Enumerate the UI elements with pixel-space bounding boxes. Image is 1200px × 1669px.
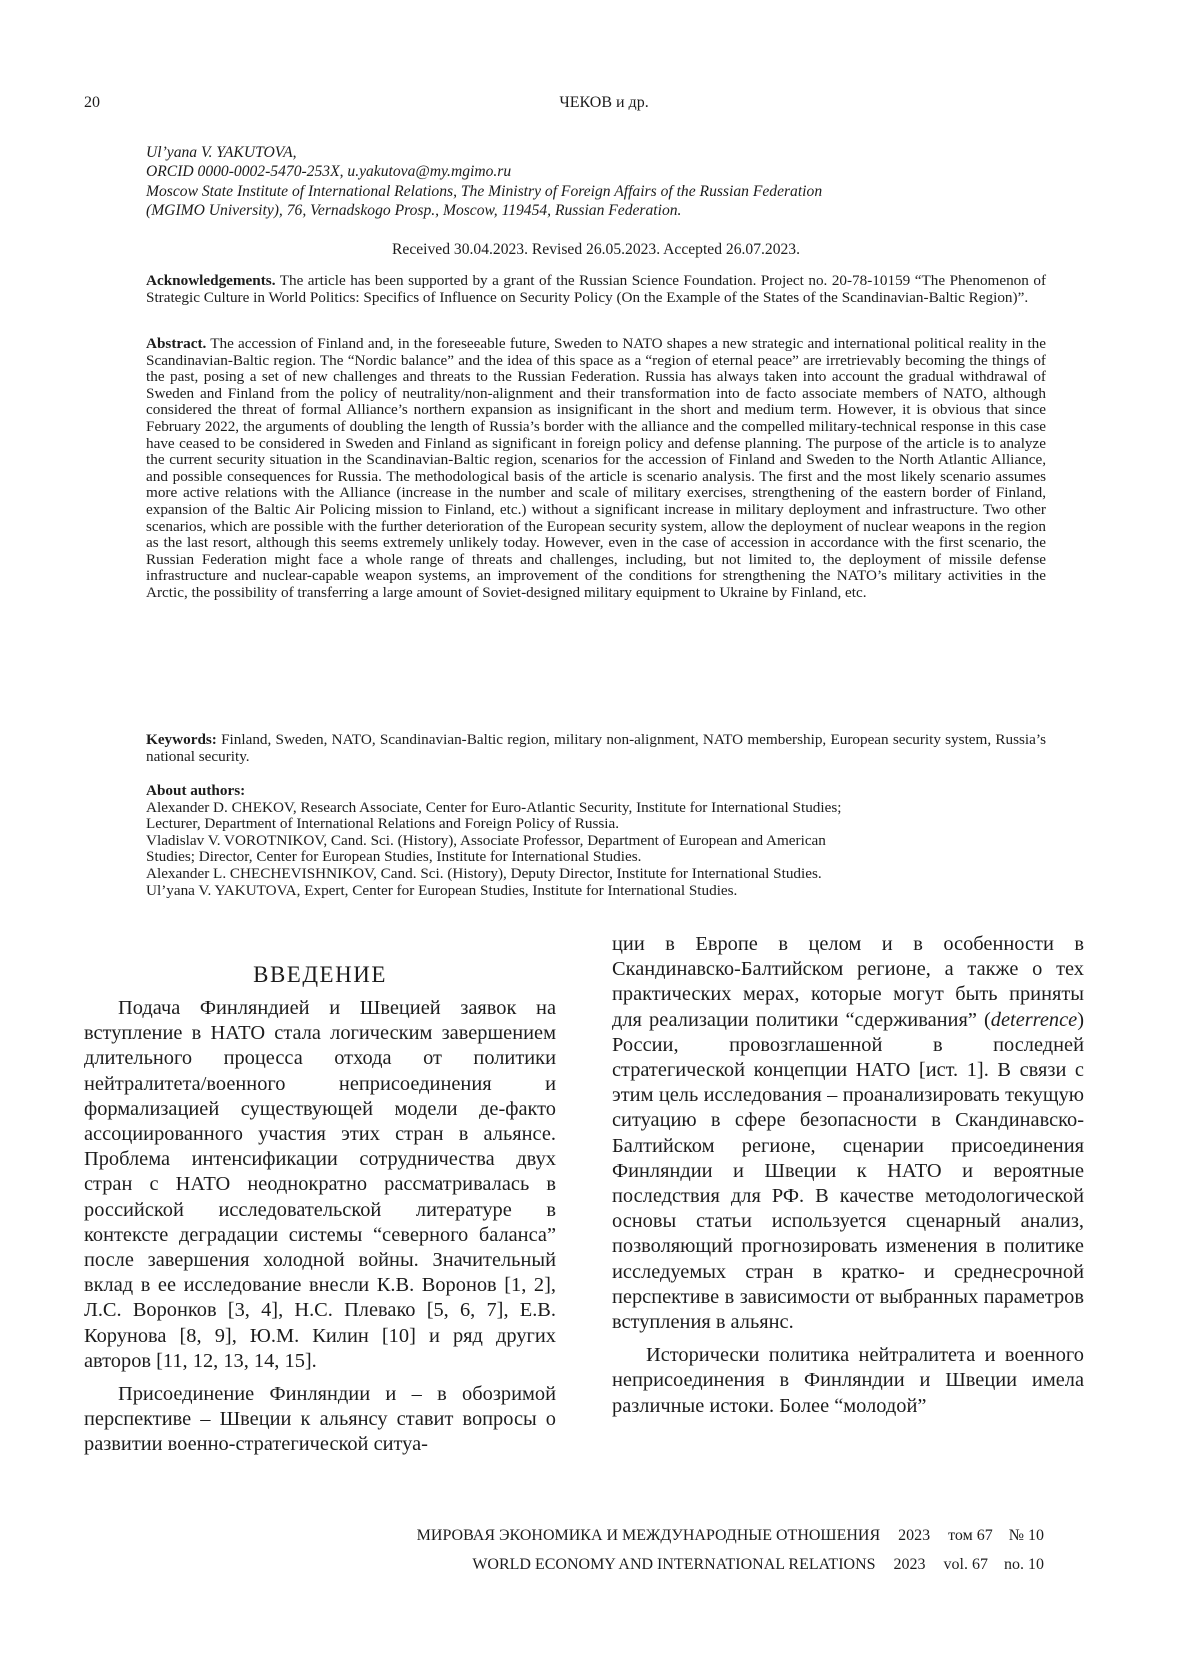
author-affiliation-line1: Moscow State Institute of International Relations, The Ministry of Foreign Affairs of the Russian Federation [146,182,823,200]
article-dates: Received 30.04.2023. Revised 26.05.2023. Accepted 26.07.2023. [392,241,800,258]
acknowledgements-label: Acknowledgements. [146,272,276,289]
section-title-introduction: ВВЕДЕНИЕ [253,962,387,987]
keywords-text: Finland, Sweden, NATO, Scandinavian-Baltic region, military non-alignment, NATO membership, European security system, Russia’s national security. [146,731,1046,765]
author-block [146,143,1136,221]
footer-issue: № 10 [1008,1527,1044,1544]
author-name: Ul’yana V. YAKUTOVA, [146,144,297,161]
about-authors-line: Alexander L. CHECHEVISHNIKOV, Cand. Sci. (History), Deputy Director, Institute for International Studies. [146,864,822,882]
abstract-text: The accession of Finland and, in the foreseeable future, Sweden to NATO shapes a new strategic and international political reality in the Scandinavian-Baltic region. The “Nordic balance” and the idea of this space as a “region of eternal peace” are irretrievably becoming the things of the past, posing a set of new challenges and threats to the Russian Federation. Russia has always taken into account the gradual withdrawal of Sweden and Finland from the policy of neutrality/non-alignment and their transformation into de facto associate members of NATO, although considered the threat of formal Alliance’s northern expansion as insignificant in the short and medium term. However, it is obvious that since February 2022, the arguments of doubling the length of Russia’s border with the alliance and the compelled military-technical response in this case have ceased to be considered in Sweden and Finland as significant in foreign policy and defense planning. The purpose of the article is to analyze the current security situation in the Scandinavian-Baltic region, scenarios for the accession of Finland and Sweden to the North Atlantic Alliance, and possible consequences for Russia. The methodological basis of the article is scenario analysis. The first and the most likely scenario assumes more active relations with the Alliance (increase in the number and scale of military exercises, strengthening of the eastern border of Finland, expansion of the Baltic Air Policing mission to Finland, etc.) without a significant increase in military deployment and infrastructure. Two other scenarios, which are possible with the further deterioration of the European security system, allow the deployment of nuclear weapons in the region as the last resort, although this seems extremely unlikely today. However, even in the case of accession in accordance with the first scenario, the Russian Federation might face a whole range of threats and challenges, including, but not limited to, the deployment of missile defense infrastructure and nuclear-capable weapon systems, an improvement of the conditions for strengthening the NATO’s military activities in the Arctic, the possibility of transferring a large amount of Soviet-designed military equipment to Ukraine by Finland, etc. [146,335,1046,601]
footer-journal-title: МИРОВАЯ ЭКОНОМИКА И МЕЖДУНАРОДНЫЕ ОТНОШЕНИЯ [416,1527,881,1544]
keywords [146,732,1046,765]
footer-volume: том 67 [948,1527,993,1544]
author-affiliation-line2: (MGIMO University), 76, Vernadskogo Prosp., Moscow, 119454, Russian Federation. [146,202,682,220]
about-authors [146,783,1046,899]
author-orcid: ORCID 0000-0002-5470-253X, u.yakutova@my.mgimo.ru [146,163,512,181]
footer-journal-en [472,1556,1044,1574]
footer-journal-ru [417,1527,1044,1545]
body-paragraph: Подача Финляндией и Швецией заявок на вступление в НАТО стала логическим завершением длительного процесса отхода от политики нейтралитета/военного неприсоединения и формализацией существующей модели де-факто ассоциированного участия этих стран в альянсе. Проблема интенсификации сотрудничества двух стран с НАТО неоднократно рассматривалась в российской исследовательской литературе в контексте деградации системы “северного баланса” после завершения холодной войны. Значительный вклад в ее исследование внесли К.В. Воронов [1, 2], Л.С. Воронков [3, 4], Н.С. Плевако [5, 6, 7], Е.В. Корунова [8, 9], Ю.М. Килин [10] и ряд других авторов [11, 12, 13, 14, 15]. [84,997,556,1372]
footer-year: 2023 [893,1556,926,1573]
about-authors-line: Alexander D. CHEKOV, Research Associate, Center for Euro-Atlantic Security, Institute for International Studies; [146,798,842,816]
body-paragraph: Исторически политика нейтралитета и военного неприсоединения в Финляндии и Швеции имела различные истоки. Более “молодой” [612,1344,1084,1417]
page-header [84,94,1124,118]
footer-volume: vol. 67 [943,1556,988,1573]
body-text: ) России, провозглашенной в последней стратегической концепции НАТО [ист. 1]. В связи с этим цель исследования – проанализировать текущую ситуацию в сфере безопасности в Скандинавско-Балтийском регионе, сценарии присоединения Финляндии и Швеции к НАТО и вероятные последствия для РФ. В качестве методологической основы статьи используется сценарный анализ, позволяющий прогнозировать изменения в политике исследуемых стран в кратко- и среднесрочной перспективе в зависимости от выбранных параметров вступления в альянс. [612,1008,1084,1334]
body-paragraph [612,932,1084,1335]
page-number: 20 [84,94,100,111]
body-text: ции в Европе в целом и в особенности в Скандинавско-Балтийском регионе, а также о тех практических мерах, которые могут быть приняты для реализации политики “сдерживания” ( [612,933,1084,1031]
about-authors-line: Vladislav V. VOROTNIKOV, Cand. Sci. (History), Associate Professor, Department of European and American [146,831,826,849]
abstract [146,336,1046,602]
acknowledgements-text: The article has been supported by a grant of the Russian Science Foundation. Project no. 20-78-10159 “The Phenomenon of Strategic Culture in World Politics: Specifics of Influence on Security Policy (On the Example of the States of the Scandinavian-Baltic Region)”. [146,272,1046,306]
term-deterrence: deterrence [990,1008,1078,1031]
about-authors-line: Lecturer, Department of International Relations and Foreign Policy of Russia. [146,815,620,833]
about-authors-label: About authors: [146,782,246,799]
footer-issue: no. 10 [1004,1556,1044,1573]
about-authors-line: Ul’yana V. YAKUTOVA, Expert, Center for European Studies, Institute for International Studies. [146,881,738,899]
body-column-left [84,996,556,1458]
keywords-label: Keywords: [146,731,217,748]
footer-year: 2023 [898,1527,931,1544]
footer-journal-title: WORLD ECONOMY AND INTERNATIONAL RELATIONS [472,1556,876,1573]
body-column-right [612,932,1084,1419]
body-paragraph: Присоединение Финляндии и – в обозримой перспективе – Швеции к альянсу ставит вопросы о развитии военно-стратегической ситуа- [84,1383,556,1456]
about-authors-line: Studies; Director, Center for European Studies, Institute for International Studies. [146,848,642,866]
acknowledgements [146,273,1046,306]
running-head: ЧЕКОВ и др. [559,94,649,111]
abstract-label: Abstract. [146,335,207,352]
